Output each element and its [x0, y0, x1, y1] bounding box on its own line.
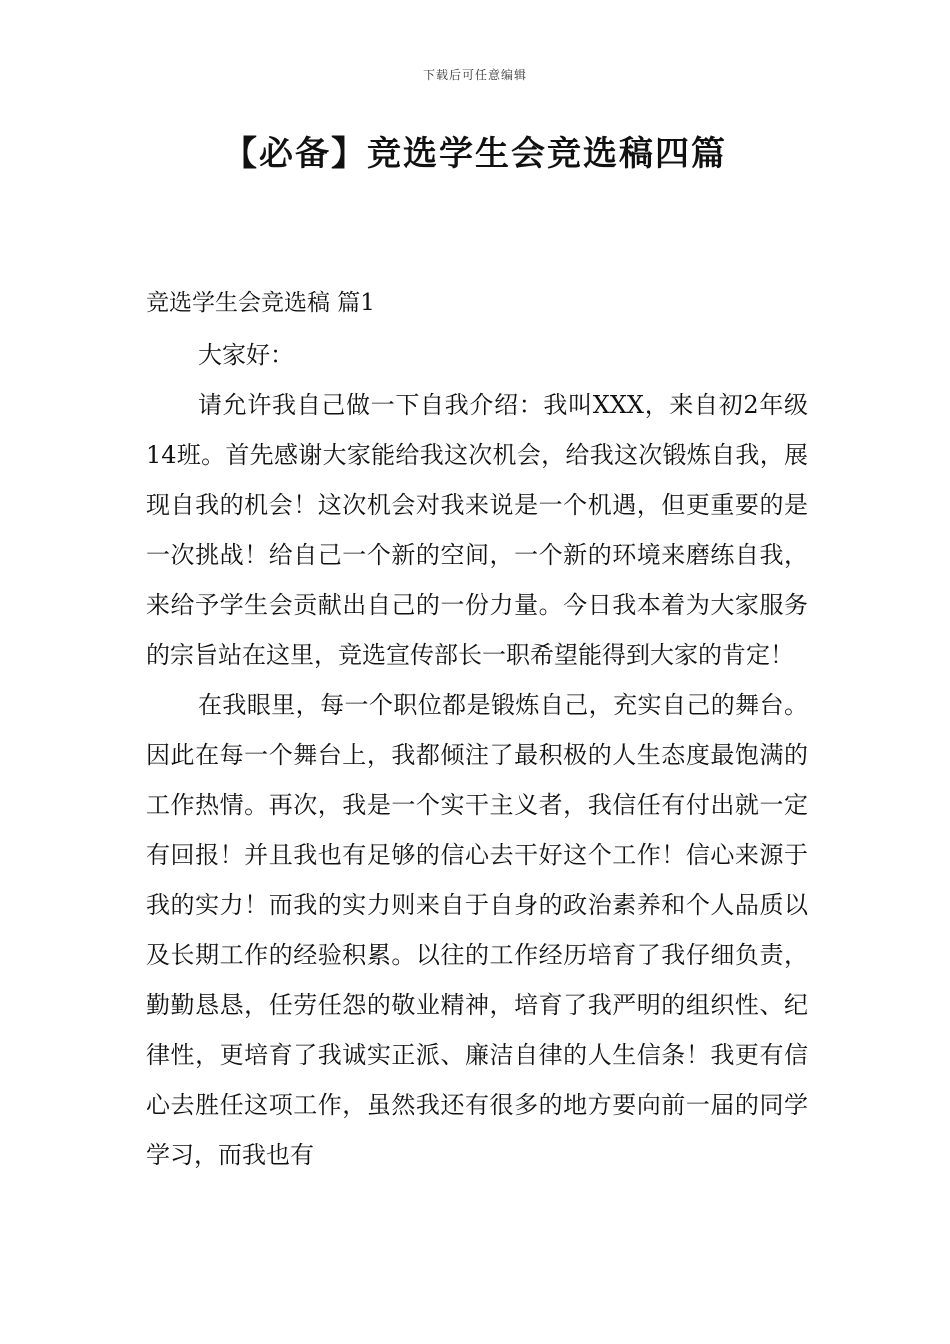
- document-title: 【必备】竞选学生会竞选稿四篇: [223, 134, 727, 174]
- section-body: [146, 330, 808, 1180]
- section-heading: 竞选学生会竞选稿 篇1: [146, 290, 375, 316]
- paragraph-motivation: 在我眼里，每一个职位都是锻炼自己，充实自己的舞台。因此在每一个舞台上，我都倾注了最积极的人生态度最饱满的工作热情。再次，我是一个实干主义者，我信任有付出就一定有回报！并且我也有足够的信心去干好这个工作！信心来源于我的实力！而我的实力则来自于自身的政治素养和个人品质以及长期工作的经验积累。以往的工作经历培育了我仔细负责，勤勤恳恳，任劳任怨的敬业精神，培育了我严明的组织性、纪律性，更培育了我诚实正派、廉洁自律的人生信条！我更有信心去胜任这项工作，虽然我还有很多的地方要向前一届的同学学习，而我也有: [146, 691, 808, 1169]
- header-note: 下载后可任意编辑: [422, 68, 527, 82]
- paragraph-greeting: 大家好：: [198, 341, 294, 369]
- paragraph-introduction: 请允许我自己做一下自我介绍：我叫XXX，来自初2年级14班。首先感谢大家能给我这次机会，给我这次锻炼自我，展现自我的机会！这次机会对我来说是一个机遇，但更重要的是一次挑战！给自己一个新的空间，一个新的环境来磨练自我，来给予学生会贡献出自己的一份力量。今日我本着为大家服务的宗旨站在这里，竞选宣传部长一职希望能得到大家的肯定！: [146, 391, 808, 669]
